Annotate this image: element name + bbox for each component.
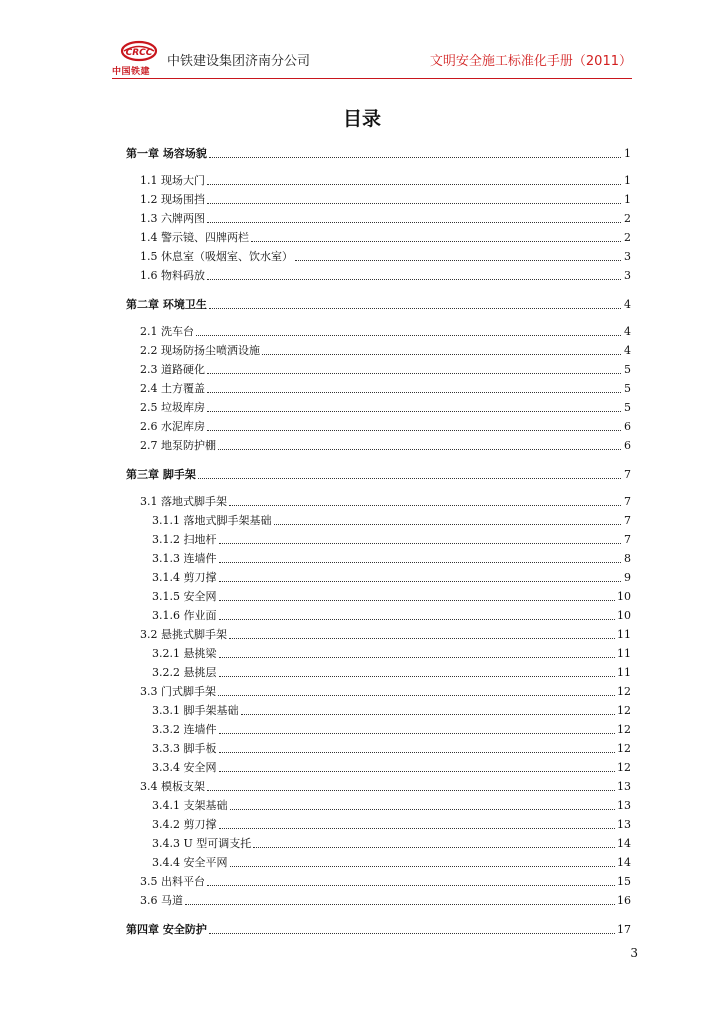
toc-entry-page: 2 — [624, 231, 631, 244]
toc-entry-label: 3.1.2 扫地杆 — [152, 533, 217, 546]
toc-dot-leader — [229, 505, 621, 506]
toc-dot-leader — [207, 885, 615, 886]
toc-entry-label: 3.1.6 作业面 — [152, 609, 217, 622]
toc-entry-label: 第二章 环境卫生 — [126, 298, 207, 311]
toc-entry-page: 12 — [617, 704, 631, 717]
toc-dot-leader — [219, 657, 616, 658]
toc-entry-page: 5 — [624, 382, 631, 395]
manual-title: 文明安全施工标准化手册（2011） — [429, 54, 632, 69]
toc-chapter-entry[interactable] — [126, 294, 631, 312]
toc-entry-label: 3.3.4 安全网 — [152, 761, 217, 774]
toc-dot-leader — [219, 619, 616, 620]
toc-dot-leader — [218, 695, 615, 696]
toc-dot-leader — [262, 354, 621, 355]
toc-section-entry[interactable] — [126, 340, 631, 358]
toc-section-entry[interactable] — [126, 189, 631, 207]
toc-entry-label: 3.6 马道 — [140, 894, 183, 907]
toc-entry-page: 4 — [624, 344, 631, 357]
toc-subsection-entry[interactable] — [126, 548, 631, 566]
toc-subsection-entry[interactable] — [126, 814, 631, 832]
toc-dot-leader — [207, 790, 615, 791]
toc-entry-label: 1.5 休息室（吸烟室、饮水室） — [140, 250, 293, 263]
toc-entry-page: 1 — [624, 147, 631, 160]
toc-subsection-entry[interactable] — [126, 586, 631, 604]
toc-entry-page: 12 — [617, 685, 631, 698]
toc-section-entry[interactable] — [126, 265, 631, 283]
toc-entry-label: 3.1.5 安全网 — [152, 590, 217, 603]
toc-entry-page: 13 — [617, 799, 631, 812]
toc-entry-label: 3.2 悬挑式脚手架 — [140, 628, 227, 641]
toc-entry-page: 12 — [617, 723, 631, 736]
toc-section-entry[interactable] — [126, 170, 631, 188]
toc-section-entry[interactable] — [126, 416, 631, 434]
toc-entry-label: 3.3.2 连墙件 — [152, 723, 217, 736]
toc-entry-label: 2.4 土方覆盖 — [140, 382, 205, 395]
toc-dot-leader — [207, 373, 621, 374]
toc-entry-label: 3.4.4 安全平网 — [152, 856, 228, 869]
toc-entry-label: 3.1.4 剪刀撑 — [152, 571, 217, 584]
toc-dot-leader — [219, 562, 622, 563]
toc-entry-label: 3.4 模板支架 — [140, 780, 205, 793]
toc-dot-leader — [253, 847, 615, 848]
toc-dot-leader — [274, 524, 622, 525]
toc-entry-label: 3.1.3 连墙件 — [152, 552, 217, 565]
crcc-logo-icon — [120, 40, 158, 62]
toc-entry-page: 5 — [624, 401, 631, 414]
toc-entry-page: 14 — [617, 856, 631, 869]
toc-entry-label: 3.5 出料平台 — [140, 875, 205, 888]
toc-entry-label: 3.2.2 悬挑层 — [152, 666, 217, 679]
toc-dot-leader — [251, 241, 621, 242]
toc-entry-label: 2.7 地泵防护棚 — [140, 439, 216, 452]
toc-entry-page: 7 — [624, 514, 631, 527]
toc-entry-page: 15 — [617, 875, 631, 888]
toc-entry-page: 1 — [624, 174, 631, 187]
toc-entry-label: 2.3 道路硬化 — [140, 363, 205, 376]
toc-entry-page: 2 — [624, 212, 631, 225]
toc-subsection-entry[interactable] — [126, 529, 631, 547]
toc-dot-leader — [209, 933, 615, 934]
toc-dot-leader — [198, 478, 621, 479]
toc-dot-leader — [207, 411, 621, 412]
toc-dot-leader — [207, 203, 621, 204]
toc-section-entry[interactable] — [126, 227, 631, 245]
logo-text: 中国铁建 — [112, 67, 151, 77]
header-divider — [112, 78, 632, 79]
toc-dot-leader — [219, 581, 622, 582]
toc-entry-page: 9 — [624, 571, 631, 584]
logo-mark-text: CRCC — [125, 48, 153, 58]
toc-subsection-entry[interactable] — [126, 833, 631, 851]
toc-subsection-entry[interactable] — [126, 567, 631, 585]
toc-dot-leader — [207, 392, 621, 393]
toc-entry-page: 5 — [624, 363, 631, 376]
toc-dot-leader — [295, 260, 621, 261]
toc-subsection-entry[interactable] — [126, 738, 631, 756]
toc-subsection-entry[interactable] — [126, 510, 631, 528]
toc-entry-page: 10 — [617, 590, 631, 603]
toc-subsection-entry[interactable] — [126, 719, 631, 737]
toc-chapter-entry[interactable] — [126, 919, 631, 937]
toc-subsection-entry[interactable] — [126, 852, 631, 870]
toc-dot-leader — [219, 771, 616, 772]
toc-entry-label: 第四章 安全防护 — [126, 923, 207, 936]
page-number: 3 — [630, 946, 638, 960]
toc-entry-label: 2.1 洗车台 — [140, 325, 194, 338]
toc-entry-page: 17 — [617, 923, 631, 936]
toc-dot-leader — [209, 157, 621, 158]
toc-entry-page: 4 — [624, 298, 631, 311]
toc-subsection-entry[interactable] — [126, 795, 631, 813]
toc-entry-page: 1 — [624, 193, 631, 206]
toc-entry-label: 3.1.1 落地式脚手架基础 — [152, 514, 272, 527]
toc-section-entry[interactable] — [126, 397, 631, 415]
toc-entry-page: 12 — [617, 761, 631, 774]
toc-entry-page: 16 — [617, 894, 631, 907]
toc-title: 目录 — [342, 108, 381, 130]
toc-dot-leader — [209, 308, 621, 309]
toc-section-entry[interactable] — [126, 776, 631, 794]
toc-entry-label: 3.3.1 脚手架基础 — [152, 704, 239, 717]
toc-dot-leader — [230, 809, 616, 810]
toc-subsection-entry[interactable] — [126, 757, 631, 775]
toc-entry-label: 1.3 六牌两图 — [140, 212, 205, 225]
toc-entry-label: 3.3 门式脚手架 — [140, 685, 216, 698]
toc-entry-page: 7 — [624, 533, 631, 546]
toc-subsection-entry[interactable] — [126, 643, 631, 661]
toc-entry-page: 3 — [624, 269, 631, 282]
toc-subsection-entry[interactable] — [126, 662, 631, 680]
toc-section-entry[interactable] — [126, 890, 631, 908]
toc-entry-label: 2.2 现场防扬尘喷洒设施 — [140, 344, 260, 357]
toc-chapter-entry[interactable] — [126, 143, 631, 161]
toc-entry-page: 3 — [624, 250, 631, 263]
toc-dot-leader — [230, 866, 616, 867]
toc-section-entry[interactable] — [126, 435, 631, 453]
toc-entry-page: 6 — [624, 439, 631, 452]
toc-entry-label: 1.2 现场围挡 — [140, 193, 205, 206]
toc-entry-page: 11 — [617, 647, 631, 660]
toc-dot-leader — [207, 222, 621, 223]
toc-entry-page: 11 — [617, 666, 631, 679]
toc-dot-leader — [218, 449, 621, 450]
toc-dot-leader — [207, 279, 621, 280]
toc-entry-label: 1.4 警示镜、四牌两栏 — [140, 231, 249, 244]
toc-section-entry[interactable] — [126, 359, 631, 377]
toc-dot-leader — [219, 733, 616, 734]
toc-entry-page: 12 — [617, 742, 631, 755]
toc-entry-label: 3.1 落地式脚手架 — [140, 495, 227, 508]
toc-section-entry[interactable] — [126, 624, 631, 642]
toc-entry-label: 第一章 场容场貌 — [126, 147, 207, 160]
toc-entry-page: 7 — [624, 495, 631, 508]
toc-entry-label: 2.5 垃圾库房 — [140, 401, 205, 414]
toc-dot-leader — [219, 543, 622, 544]
toc-section-entry[interactable] — [126, 208, 631, 226]
toc-entry-label: 3.4.2 剪刀撑 — [152, 818, 217, 831]
page-header — [112, 38, 632, 78]
toc-entry-page: 11 — [617, 628, 631, 641]
toc-section-entry[interactable] — [126, 871, 631, 889]
toc-entry-page: 4 — [624, 325, 631, 338]
toc-section-entry[interactable] — [126, 246, 631, 264]
company-name: 中铁建设集团济南分公司 — [167, 54, 311, 69]
toc-entry-page: 14 — [617, 837, 631, 850]
toc-chapter-entry[interactable] — [126, 464, 631, 482]
toc-entry-label: 1.1 现场大门 — [140, 174, 205, 187]
toc-dot-leader — [229, 638, 615, 639]
toc-entry-label: 第三章 脚手架 — [126, 468, 196, 481]
toc-dot-leader — [207, 184, 621, 185]
toc-dot-leader — [185, 904, 615, 905]
toc-entry-page: 7 — [624, 468, 631, 481]
toc-dot-leader — [196, 335, 621, 336]
toc-subsection-entry[interactable] — [126, 700, 631, 718]
toc-entry-page: 13 — [617, 818, 631, 831]
toc-dot-leader — [219, 676, 616, 677]
toc-entry-page: 6 — [624, 420, 631, 433]
toc-entry-label: 3.4.1 支架基础 — [152, 799, 228, 812]
toc-dot-leader — [241, 714, 616, 715]
toc-section-entry[interactable] — [126, 681, 631, 699]
toc-section-entry[interactable] — [126, 378, 631, 396]
toc-subsection-entry[interactable] — [126, 605, 631, 623]
toc-entry-label: 3.3.3 脚手板 — [152, 742, 217, 755]
toc-entry-page: 13 — [617, 780, 631, 793]
toc-entry-page: 10 — [617, 609, 631, 622]
toc-section-entry[interactable] — [126, 491, 631, 509]
toc-dot-leader — [207, 430, 621, 431]
toc-entry-label: 3.4.3 U 型可调支托 — [152, 837, 252, 850]
toc-entry-label: 2.6 水泥库房 — [140, 420, 205, 433]
toc-section-entry[interactable] — [126, 321, 631, 339]
toc-entry-label: 3.2.1 悬挑梁 — [152, 647, 217, 660]
toc-entry-label: 1.6 物料码放 — [140, 269, 205, 282]
toc-dot-leader — [219, 828, 616, 829]
toc-entry-page: 8 — [624, 552, 631, 565]
toc-dot-leader — [219, 600, 616, 601]
company-logo — [112, 40, 166, 76]
toc-dot-leader — [219, 752, 616, 753]
